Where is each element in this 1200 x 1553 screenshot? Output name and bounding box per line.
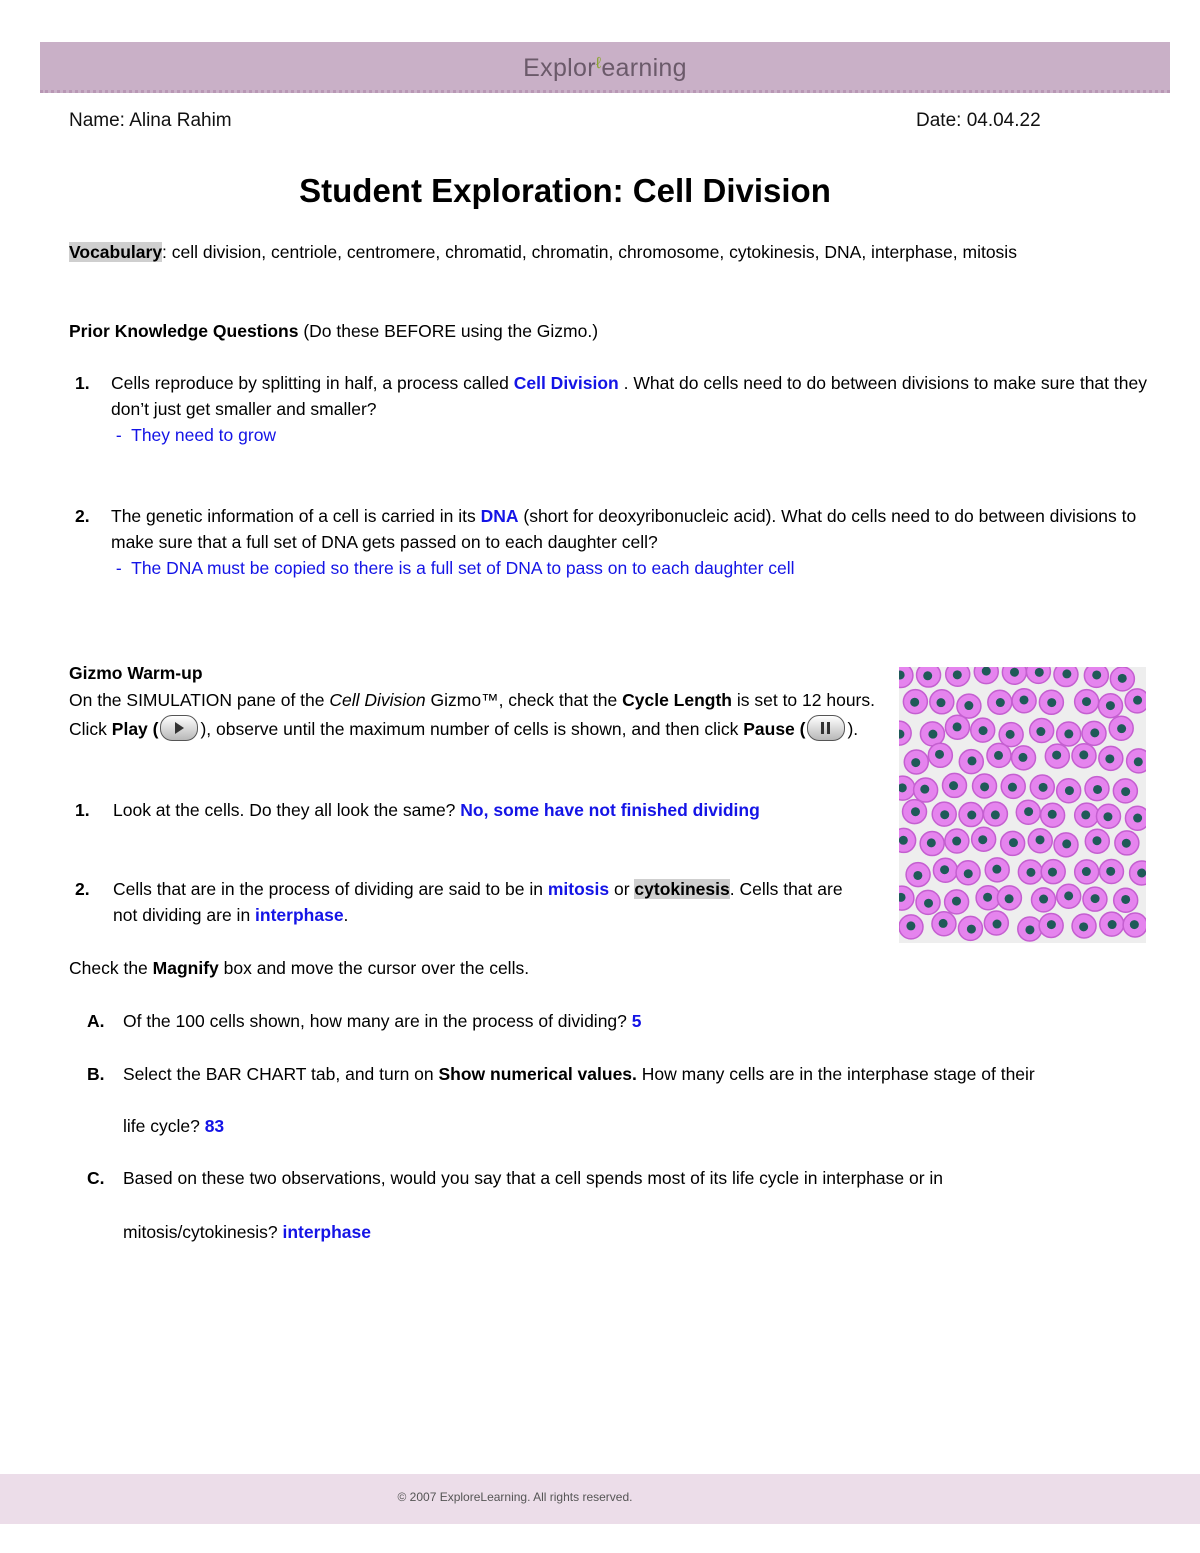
play-button-icon: [160, 715, 198, 741]
question-c: C. Based on these two observations, would you say that a cell spends most of its life cycle in interphase or in mitosis/cytokinesis? interphase: [87, 1168, 944, 1242]
answer-a: 5: [631, 1011, 642, 1031]
cell-nucleus: [991, 810, 1000, 819]
cell-nucleus: [983, 893, 992, 902]
cell-nucleus: [935, 750, 944, 759]
cell-nucleus: [1082, 867, 1091, 876]
cell-nucleus: [1025, 925, 1034, 934]
answer-c: interphase: [282, 1222, 371, 1242]
term-cytokinesis: cytokinesis: [634, 879, 730, 899]
answer-b: 83: [204, 1116, 225, 1136]
cell-nucleus: [1103, 812, 1112, 821]
term-cell-division: Cell Division: [513, 373, 619, 393]
cell-nucleus: [953, 722, 962, 731]
cell-nucleus: [1082, 697, 1091, 706]
cell-nucleus: [1018, 753, 1027, 762]
question-b: B. Select the BAR CHART tab, and turn on Show numerical values. How many cells are in the interphase stage of their life cycle? 83: [87, 1064, 1035, 1136]
cell-nucleus: [1047, 698, 1056, 707]
cell-nucleus: [1090, 728, 1099, 737]
cell-nucleus: [1133, 814, 1142, 823]
gizmo-warmup: [69, 660, 879, 743]
cell-nucleus: [1035, 668, 1044, 677]
cell-nucleus: [1048, 810, 1057, 819]
cell-nucleus: [1010, 668, 1019, 677]
cell-nucleus: [967, 925, 976, 934]
cell-nucleus: [1026, 868, 1035, 877]
magnify-instruction: Check the Magnify box and move the cursor over the cells.: [69, 958, 530, 978]
term-interphase: interphase: [255, 905, 344, 925]
vocabulary: [69, 239, 1154, 265]
header-bar: [40, 42, 1170, 93]
cell-nucleus: [964, 869, 973, 878]
cell-nucleus: [1121, 895, 1130, 904]
question-number: 2.: [75, 506, 90, 526]
cell-nucleus: [967, 810, 976, 819]
cell-nucleus: [1006, 730, 1015, 739]
cell-nucleus: [979, 726, 988, 735]
cells-micrograph-image: [899, 667, 1146, 943]
cell-nucleus: [939, 919, 948, 928]
cell-nucleus: [1064, 891, 1073, 900]
pause-button-icon: [807, 715, 845, 741]
cells-illustration: [899, 667, 1146, 943]
cell-nucleus: [899, 836, 908, 845]
cell-nucleus: [924, 899, 933, 908]
cell-nucleus: [1130, 920, 1139, 929]
cell-nucleus: [952, 897, 961, 906]
cell-nucleus: [1118, 674, 1127, 683]
cell-nucleus: [920, 785, 929, 794]
cell-nucleus: [936, 698, 945, 707]
cell-nucleus: [1065, 786, 1074, 795]
cell-nucleus: [1093, 785, 1102, 794]
cell-nucleus: [1134, 757, 1143, 766]
cell-nucleus: [967, 756, 976, 765]
cell-nucleus: [913, 871, 922, 880]
cell-nucleus: [1039, 895, 1048, 904]
cell-nucleus: [994, 751, 1003, 760]
cell-nucleus: [1064, 729, 1073, 738]
cell-nucleus: [982, 667, 991, 676]
cell-nucleus: [1036, 727, 1045, 736]
cell-nucleus: [1133, 696, 1142, 705]
question-a: A. Of the 100 cells shown, how many are in the process of dividing? 5: [87, 1011, 642, 1031]
cell-nucleus: [1108, 920, 1117, 929]
cell-nucleus: [1121, 787, 1130, 796]
answer-prior-1: - They need to grow: [115, 425, 277, 445]
cell-nucleus: [1137, 868, 1146, 877]
term-mitosis: mitosis: [547, 879, 610, 899]
cell-nucleus: [1036, 835, 1045, 844]
cell-nucleus: [1106, 867, 1115, 876]
student-name: Name: Alina Rahim: [69, 110, 232, 131]
cell-nucleus: [1062, 669, 1071, 678]
warmup-question-1: 1. Look at the cells. Do they all look the same? No, some have not finished dividing: [75, 800, 760, 820]
cell-nucleus: [911, 758, 920, 767]
cell-nucleus: [952, 837, 961, 846]
cell-nucleus: [1106, 701, 1115, 710]
cell-nucleus: [1009, 838, 1018, 847]
cell-nucleus: [1048, 868, 1057, 877]
cell-nucleus: [1081, 810, 1090, 819]
answer-warmup-1: No, some have not finished dividing: [460, 800, 760, 820]
cell-nucleus: [1024, 807, 1033, 816]
cell-nucleus: [1005, 894, 1014, 903]
prior-question-2: 2. The genetic information of a cell is carried in its DNA (short for deoxyribonucleic acid). What do cells need to do between divisions to make sure that a full set of DNA gets passed on to each daughter cell? - The DNA must be copied so there is a full set of DNA to pass on to each daughter cell: [69, 503, 1154, 581]
cell-nucleus: [1079, 750, 1088, 759]
page-title: Student Exploration: Cell Division: [299, 172, 831, 209]
cell-nucleus: [940, 810, 949, 819]
vocabulary-label: Vocabulary: [69, 242, 163, 262]
cell-nucleus: [1052, 751, 1061, 760]
cell-nucleus: [992, 865, 1001, 874]
cell-nucleus: [949, 781, 958, 790]
date-field: Date: 04.04.22: [916, 110, 1041, 131]
prior-question-1: 1. Cells reproduce by splitting in half, a process called Cell Division . What do cells need to do between divisions to make sure that they don’t just get smaller and smaller? - They need to grow: [69, 370, 1154, 448]
cell-nucleus: [928, 730, 937, 739]
vocabulary-list: : cell division, centriole, centromere, chromatid, chromatin, chromosome, cytokinesis, DNA, interphase, mitosis: [162, 242, 1017, 262]
cell-nucleus: [927, 838, 936, 847]
cell-nucleus: [993, 920, 1002, 929]
cell-nucleus: [923, 671, 932, 680]
cell-nucleus: [906, 921, 915, 930]
cell-nucleus: [1039, 783, 1048, 792]
cell-nucleus: [1122, 839, 1131, 848]
cell-nucleus: [1047, 920, 1056, 929]
cell-nucleus: [940, 865, 949, 874]
cell-nucleus: [1019, 695, 1028, 704]
warmup-heading: Gizmo Warm-up: [69, 663, 203, 683]
cell-nucleus: [964, 701, 973, 710]
prior-knowledge-heading: Prior Knowledge Questions (Do these BEFORE using the Gizmo.): [69, 321, 599, 341]
question-number: 1.: [75, 373, 90, 393]
cell-nucleus: [996, 698, 1005, 707]
cell-nucleus: [1091, 894, 1100, 903]
cell-nucleus: [1008, 783, 1017, 792]
leaf-icon: ℓ: [595, 55, 602, 72]
cell-nucleus: [1062, 839, 1071, 848]
answer-prior-2: - The DNA must be copied so there is a full set of DNA to pass on to each daughter cell: [115, 558, 795, 578]
cell-nucleus: [1105, 754, 1114, 763]
cell-nucleus: [910, 698, 919, 707]
cell-nucleus: [1079, 922, 1088, 931]
cell-nucleus: [911, 807, 920, 816]
cell-nucleus: [980, 782, 989, 791]
warmup-instructions: On the SIMULATION pane of the Cell Division Gizmo™, check that the Cycle Length is set to 12 hours. Click Play ( ), observe until the maximum number of cells is shown, and then click Pause ( ).: [69, 686, 879, 743]
cell-nucleus: [978, 835, 987, 844]
explorelearning-logo: Explor$^\ell$earning: [523, 54, 687, 82]
cell-nucleus: [1117, 724, 1126, 733]
cell-nucleus: [1092, 836, 1101, 845]
copyright-text: © 2007 ExploreLearning. All rights reserved.: [397, 1490, 633, 1504]
warmup-question-2: 2. Cells that are in the process of dividing are said to be in mitosis or cytokinesis. Cells that are not dividing are in interphase.: [75, 879, 843, 925]
term-dna: DNA: [480, 506, 519, 526]
cell-nucleus: [1092, 670, 1101, 679]
cell-nucleus: [953, 670, 962, 679]
